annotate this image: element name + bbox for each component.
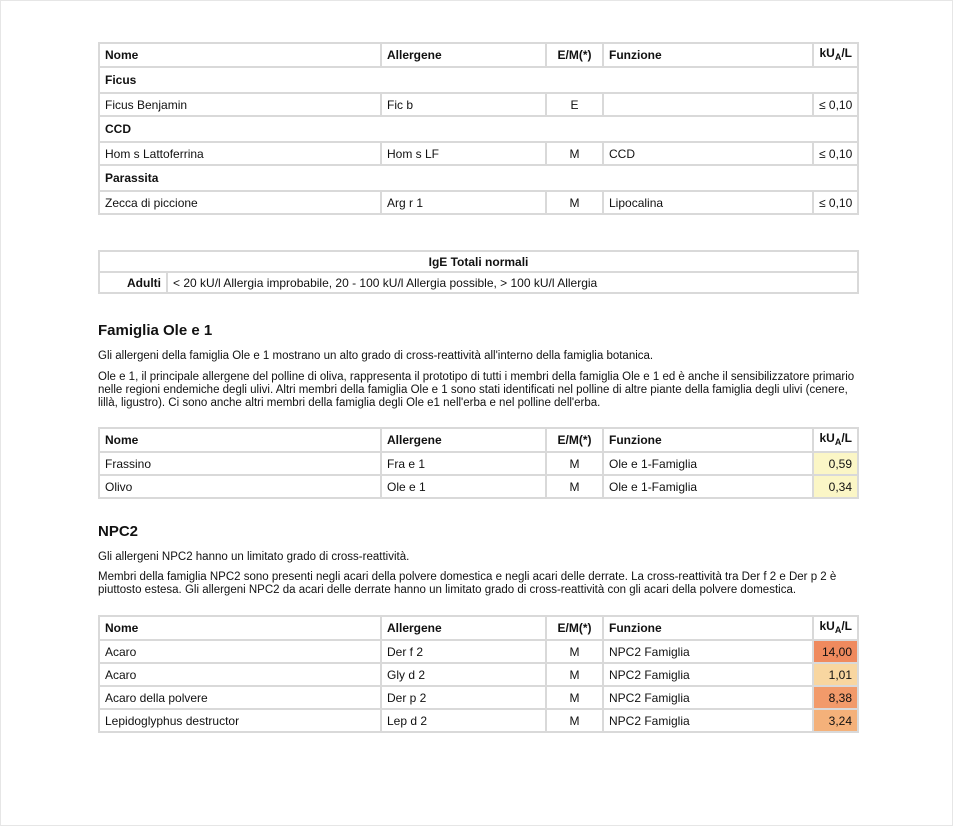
table-row [99,452,858,475]
ole-paragraph-1: Gli allergeni della famiglia Ole e 1 mostrano un alto grado di cross-reattività all'interno della famiglia botanica. [98,350,654,362]
cell-nome: Frassino [99,452,381,475]
cell-valore: 0,34 [813,475,858,498]
table-row [99,663,858,686]
cell-em: M [546,640,603,663]
table-row [99,640,858,663]
cell-em: M [546,142,603,165]
cell-allergene: Hom s LF [381,142,546,165]
cell-funzione: CCD [603,142,813,165]
header-funzione: Funzione [603,43,813,67]
header-kua: $kU_A/L$ [813,43,858,67]
table-header-row [99,428,858,452]
table-header-row [99,43,858,67]
header-funzione: Funzione [603,616,813,640]
header-em: E/M(*) [546,616,603,640]
cell-funzione: NPC2 Famiglia [603,686,813,709]
cell-funzione: Ole e 1-Famiglia [603,475,813,498]
cell-em: M [546,452,603,475]
header-nome: Nome [99,43,381,67]
cell-funzione: NPC2 Famiglia [603,709,813,732]
header-em: E/M(*) [546,428,603,452]
npc2-paragraph-1: Gli allergeni NPC2 hanno un limitato grado di cross-reattività. [98,551,410,563]
cell-em: M [546,709,603,732]
cell-valore: ≤ 0,10 [813,191,858,214]
cell-valore: ≤ 0,10 [813,93,858,116]
table-row [99,709,858,732]
group-row [99,116,858,142]
cell-allergene: Der p 2 [381,686,546,709]
cell-em: M [546,475,603,498]
allergen-table-other [98,42,859,215]
cell-em: M [546,191,603,214]
section-title-npc2: NPC2 [98,523,139,540]
cell-funzione: Ole e 1-Famiglia [603,452,813,475]
cell-nome: Acaro [99,663,381,686]
cell-allergene: Ole e 1 [381,475,546,498]
cell-nome: Lepidoglyphus destructor [99,709,381,732]
cell-valore: 0,59 [813,452,858,475]
cell-allergene: Der f 2 [381,640,546,663]
cell-allergene: Gly d 2 [381,663,546,686]
cell-allergene: Arg r 1 [381,191,546,214]
cell-valore: ≤ 0,10 [813,142,858,165]
cell-nome: Hom s Lattoferrina [99,142,381,165]
cell-nome: Acaro della polvere [99,686,381,709]
ole-paragraph-2: Ole e 1, il principale allergene del polline di oliva, rappresenta il prototipo di tutti i membri della famiglia Ole e 1 ed è anche il sensibilizzatore primario nelle regioni endemiche degli ulivi. Altri membri della famiglia Ole e 1 sono stati identificati nel polline di altre piante della famiglia degli ulivi (cenere, lillà, ligustro). Ci sono anche altri membri della famiglia degli Ole e1 nell'erba e nel polline dell'erba. [98,371,855,409]
cell-nome: Olivo [99,475,381,498]
allergen-table-ole [98,427,859,499]
ige-label: Adulti [99,272,167,293]
cell-allergene: Fra e 1 [381,452,546,475]
cell-nome: Zecca di piccione [99,191,381,214]
table-row [99,93,858,116]
group-row [99,165,858,191]
cell-funzione: NPC2 Famiglia [603,640,813,663]
cell-nome: Ficus Benjamin [99,93,381,116]
header-funzione: Funzione [603,428,813,452]
cell-funzione: Lipocalina [603,191,813,214]
group-name: Parassita [99,165,858,191]
cell-em: E [546,93,603,116]
table-row [99,475,858,498]
table-row [99,191,858,214]
npc2-paragraph-2: Membri della famiglia NPC2 sono presenti negli acari della polvere domestica e negli acari delle derrate. La cross-reattività tra Der f 2 e Der p 2 è piuttosto estesa. Gli allergeni NPC2 da acari delle derrate hanno un limitato grado di cross-reattività con gli acari della polvere domestica. [98,571,837,596]
header-allergene: Allergene [381,43,546,67]
header-allergene: Allergene [381,428,546,452]
cell-allergene: Lep d 2 [381,709,546,732]
cell-valore: 8,38 [813,686,858,709]
cell-valore: 3,24 [813,709,858,732]
group-name: Ficus [99,67,858,93]
table-row [99,686,858,709]
cell-funzione: NPC2 Famiglia [603,663,813,686]
header-nome: Nome [99,428,381,452]
header-allergene: Allergene [381,616,546,640]
section-title-ole: Famiglia Ole e 1 [98,322,213,339]
cell-em: M [546,686,603,709]
header-kua: $kU_A/L$ [813,616,858,640]
table-row [99,142,858,165]
group-name: CCD [99,116,858,142]
header-em: E/M(*) [546,43,603,67]
ige-title: IgE Totali normali [99,251,858,272]
ige-text: < 20 kU/l Allergia improbabile, 20 - 100 kU/l Allergia possible, > 100 kU/l Allergia [167,272,858,293]
table-header-row [99,616,858,640]
group-row [99,67,858,93]
cell-em: M [546,663,603,686]
cell-funzione [603,93,813,116]
header-nome: Nome [99,616,381,640]
cell-allergene: Fic b [381,93,546,116]
cell-valore: 1,01 [813,663,858,686]
header-kua: $kU_A/L$ [813,428,858,452]
cell-valore: 14,00 [813,640,858,663]
cell-nome: Acaro [99,640,381,663]
allergen-table-npc2 [98,615,859,733]
ige-totals-table [98,250,859,294]
